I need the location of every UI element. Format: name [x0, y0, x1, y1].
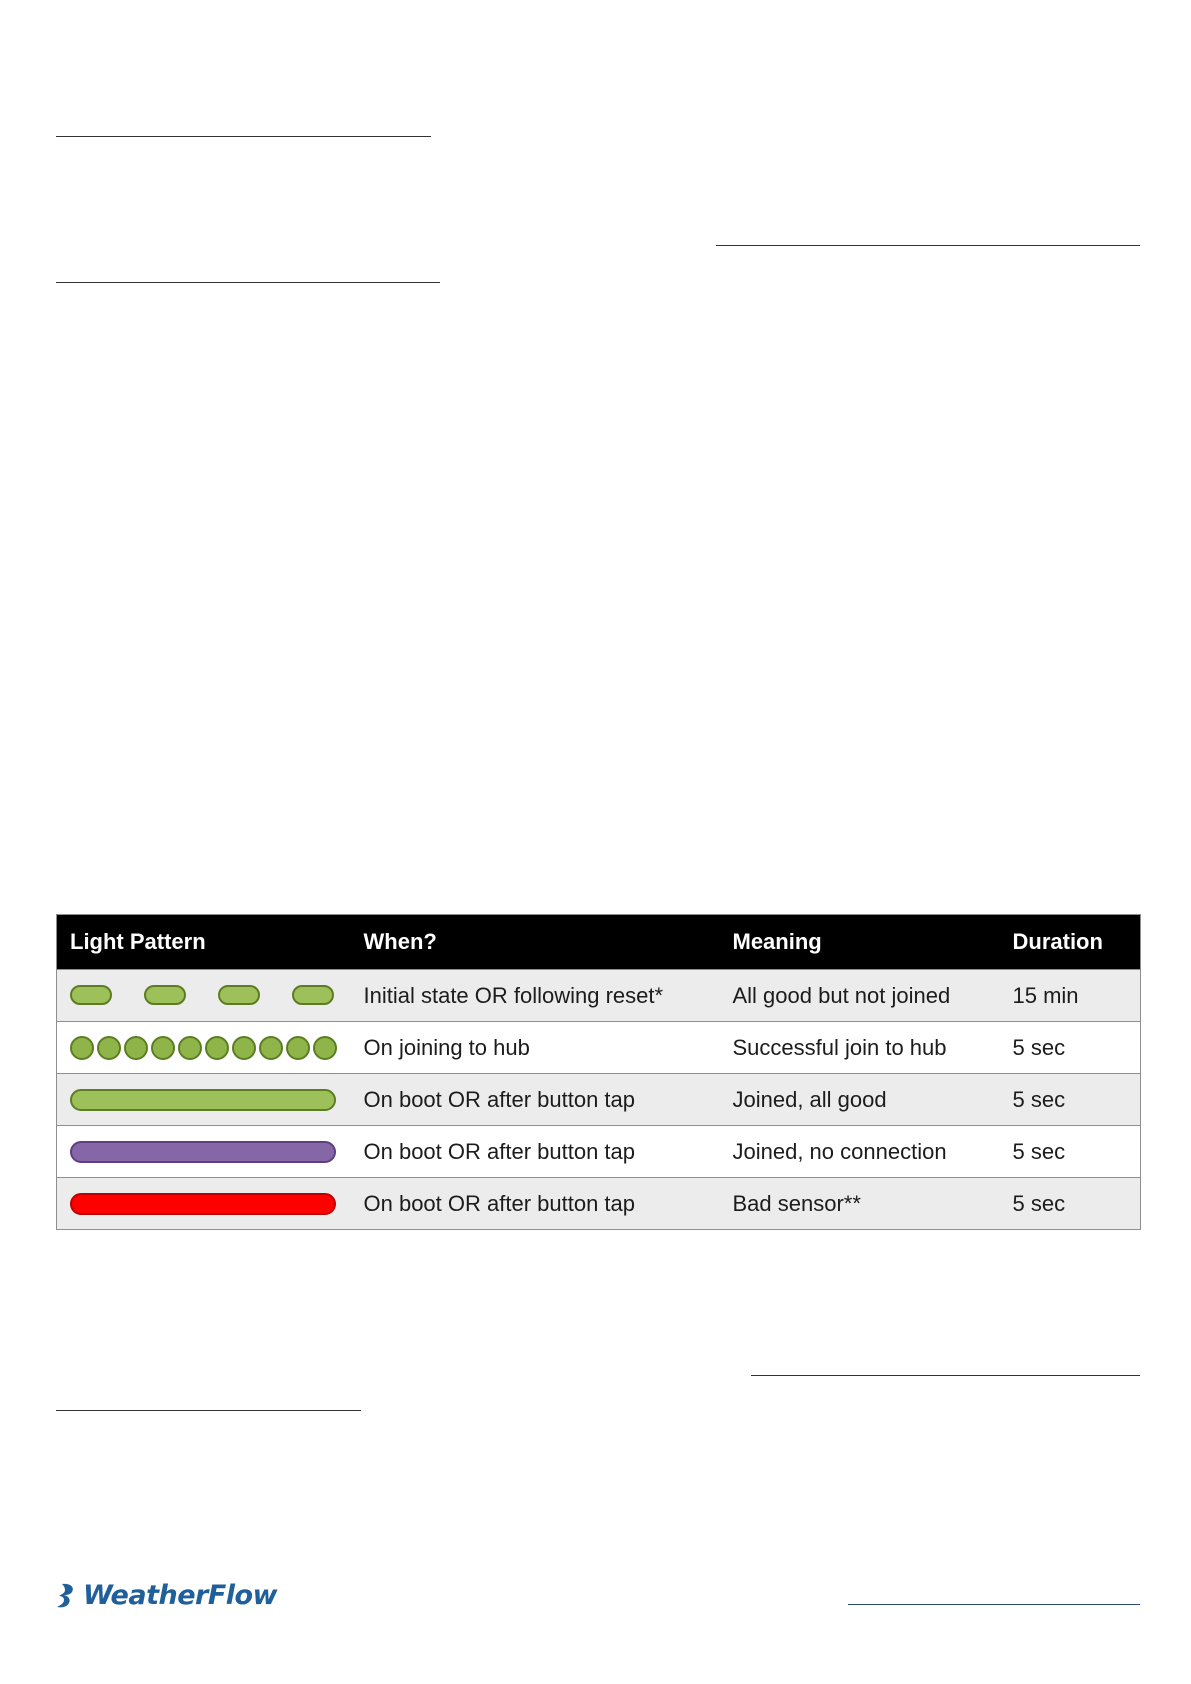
led-pulse	[144, 985, 186, 1005]
led-dot	[313, 1036, 337, 1060]
when-cell: Initial state OR following reset*	[351, 970, 720, 1022]
pattern-cell	[57, 1074, 351, 1126]
weatherflow-swoosh-icon	[56, 1580, 80, 1610]
header-duration: Duration	[1000, 915, 1141, 970]
duration-cell: 5 sec	[1000, 1178, 1141, 1230]
weatherflow-logo	[56, 1578, 277, 1612]
duration-cell: 5 sec	[1000, 1074, 1141, 1126]
redacted-link-line	[56, 136, 431, 137]
led-dot	[205, 1036, 229, 1060]
redacted-link-line	[716, 245, 1140, 246]
solid-purple-pattern	[70, 1139, 351, 1165]
pattern-cell	[57, 1022, 351, 1074]
redacted-link-line	[56, 282, 440, 283]
table-row	[57, 1074, 1141, 1126]
led-dot	[124, 1036, 148, 1060]
solid-green-bar	[70, 1089, 336, 1111]
led-dot	[232, 1036, 256, 1060]
fast-green-blink-pattern	[70, 1035, 351, 1061]
led-dot	[286, 1036, 310, 1060]
led-dot	[97, 1036, 121, 1060]
led-dot	[70, 1036, 94, 1060]
logo-text: WeatherFlow	[83, 1579, 278, 1611]
redacted-link-line	[751, 1375, 1140, 1376]
duration-cell: 5 sec	[1000, 1126, 1141, 1178]
when-cell: On boot OR after button tap	[351, 1074, 720, 1126]
table-row	[57, 970, 1141, 1022]
duration-cell: 15 min	[1000, 970, 1141, 1022]
led-dot	[151, 1036, 175, 1060]
meaning-cell: Joined, no connection	[720, 1126, 1000, 1178]
solid-purple-bar	[70, 1141, 336, 1163]
meaning-cell: All good but not joined	[720, 970, 1000, 1022]
solid-green-pattern	[70, 1087, 351, 1113]
table-row	[57, 1022, 1141, 1074]
duration-cell: 5 sec	[1000, 1022, 1141, 1074]
solid-red-pattern	[70, 1191, 351, 1217]
meaning-cell: Bad sensor**	[720, 1178, 1000, 1230]
table-header-row	[57, 915, 1141, 970]
when-cell: On joining to hub	[351, 1022, 720, 1074]
light-pattern-table	[56, 914, 1141, 1230]
header-meaning: Meaning	[720, 915, 1000, 970]
meaning-cell: Joined, all good	[720, 1074, 1000, 1126]
meaning-cell: Successful join to hub	[720, 1022, 1000, 1074]
table-row	[57, 1178, 1141, 1230]
led-dot	[178, 1036, 202, 1060]
led-pulse	[218, 985, 260, 1005]
pattern-cell	[57, 970, 351, 1022]
when-cell: On boot OR after button tap	[351, 1178, 720, 1230]
header-when: When?	[351, 915, 720, 970]
footer-link-line	[848, 1604, 1140, 1605]
slow-green-blink-pattern	[70, 983, 351, 1009]
pattern-cell	[57, 1126, 351, 1178]
when-cell: On boot OR after button tap	[351, 1126, 720, 1178]
led-pulse	[292, 985, 334, 1005]
led-dot	[259, 1036, 283, 1060]
redacted-link-line	[56, 1410, 361, 1411]
table-row	[57, 1126, 1141, 1178]
solid-red-bar	[70, 1193, 336, 1215]
pattern-cell	[57, 1178, 351, 1230]
header-light-pattern: Light Pattern	[57, 915, 351, 970]
led-pulse	[70, 985, 112, 1005]
